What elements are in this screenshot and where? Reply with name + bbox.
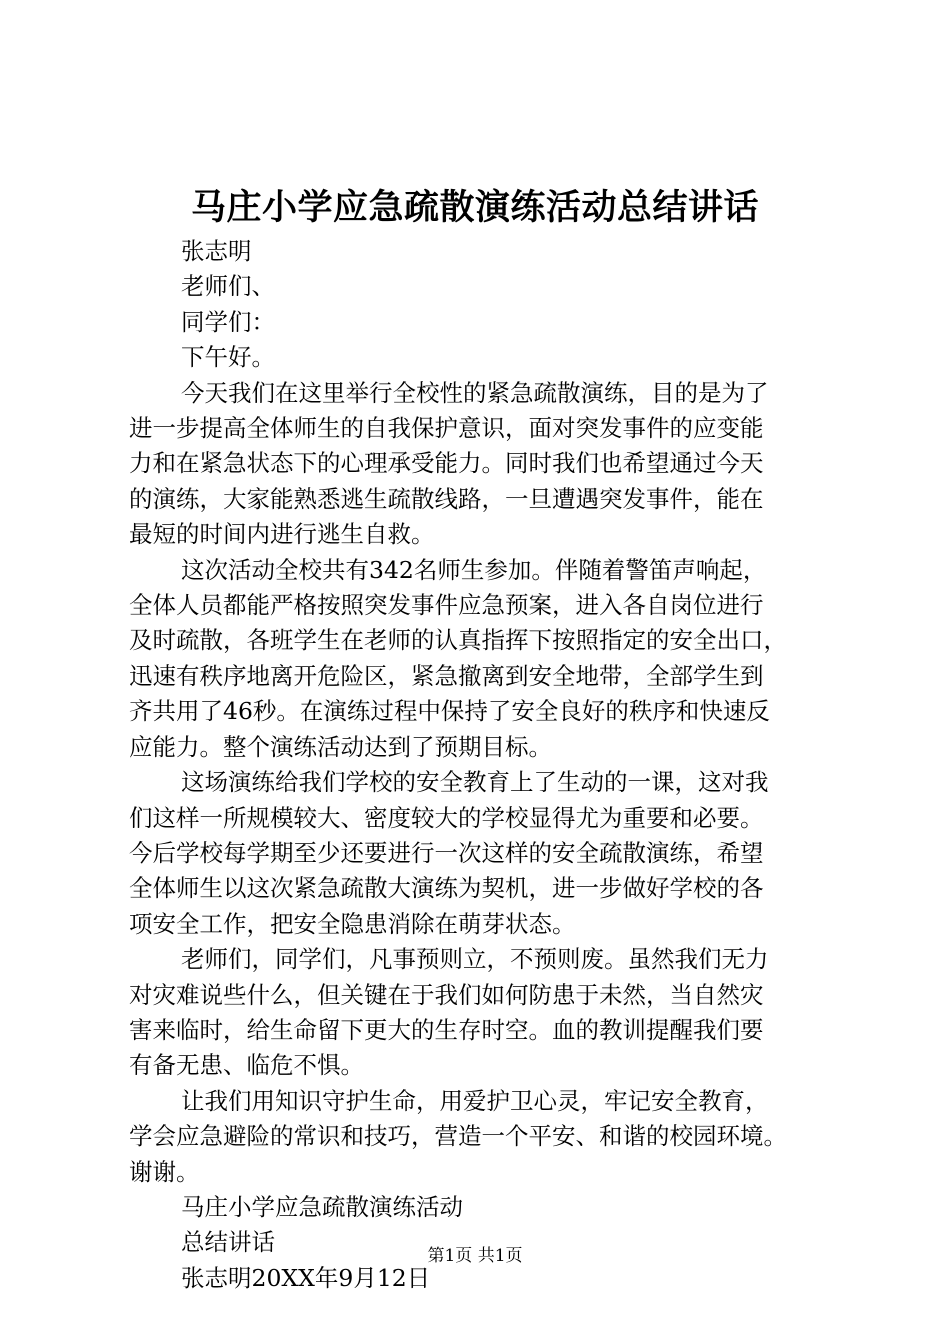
- paragraph-2: [129, 553, 835, 765]
- document-title: 马庄小学应急疏散演练活动总结讲话: [190, 187, 759, 228]
- paragraph-line: 害来临时，给生命留下更大的生存时空。血的教训提醒我们要: [129, 1015, 764, 1044]
- paragraph-line: 让我们用知识守护生命，用爱护卫心灵，牢记安全教育，: [181, 1086, 769, 1115]
- paragraph-line: 谢谢。: [129, 1157, 200, 1186]
- paragraph-line: 及时疏散，各班学生在老师的认真指挥下按照指定的安全出口，: [129, 626, 787, 655]
- paragraph-line: 这次活动全校共有342名师生参加。伴随着警笛声响起，: [181, 555, 767, 584]
- paragraph-line: 项安全工作，把安全隐患消除在萌芽状态。: [129, 909, 576, 938]
- paragraph-1: [129, 376, 835, 553]
- speaker-name: 张志明: [181, 237, 252, 265]
- paragraph-line: 力和在紧急状态下的心理承受能力。同时我们也希望通过今天: [129, 449, 764, 478]
- closing-school: 马庄小学应急疏散演练活动: [181, 1192, 463, 1221]
- paragraph-line: 的演练，大家能熟悉逃生疏散线路，一旦遭遇突发事件，能在: [129, 484, 764, 513]
- greeting-teachers: 老师们、: [181, 272, 275, 301]
- closing-block: [129, 1190, 835, 1296]
- paragraph-3: [129, 765, 835, 942]
- paragraph-line: 学会应急避险的常识和技巧，营造一个平安、和谐的校园环境。: [129, 1122, 787, 1151]
- greeting-hello: 下午好。: [181, 343, 275, 372]
- paragraph-line: 应能力。整个演练活动达到了预期目标。: [129, 732, 552, 761]
- paragraph-5: [129, 1084, 835, 1190]
- closing-signature-date: 张志明20XX年9月12日: [181, 1263, 431, 1292]
- paragraph-line: 今天我们在这里举行全校性的紧急疏散演练，目的是为了: [181, 378, 769, 407]
- paragraph-line: 有备无患、临危不惧。: [129, 1051, 364, 1080]
- closing-subject: 总结讲话: [181, 1228, 275, 1257]
- page-number-footer: 第1页 共1页: [427, 1246, 523, 1266]
- paragraph-4: [129, 942, 835, 1084]
- paragraph-line: 今后学校每学期至少还要进行一次这样的安全疏散演练，希望: [129, 838, 764, 867]
- paragraph-line: 这场演练给我们学校的安全教育上了生动的一课，这对我: [181, 768, 769, 797]
- paragraph-line: 进一步提高全体师生的自我保护意识，面对突发事件的应变能: [129, 414, 764, 443]
- paragraph-line: 全体师生以这次紧急疏散大演练为契机，进一步做好学校的各: [129, 874, 764, 903]
- paragraph-line: 对灾难说些什么，但关键在于我们如何防患于未然，当自然灾: [129, 980, 764, 1009]
- paragraph-line: 最短的时间内进行逃生自救。: [129, 520, 435, 549]
- greeting-students: 同学们：: [181, 307, 275, 336]
- paragraph-line: 老师们，同学们，凡事预则立，不预则废。虽然我们无力: [181, 945, 769, 974]
- paragraph-line: 迅速有秩序地离开危险区，紧急撤离到安全地带，全部学生到: [129, 661, 764, 690]
- paragraph-line: 们这样一所规模较大、密度较大的学校显得尤为重要和必要。: [129, 803, 764, 832]
- paragraph-line: 齐共用了46秒。在演练过程中保持了安全良好的秩序和快速反: [129, 697, 770, 726]
- paragraph-line: 全体人员都能严格按照突发事件应急预案，进入各自岗位进行: [129, 591, 764, 620]
- document-body: [129, 234, 835, 1296]
